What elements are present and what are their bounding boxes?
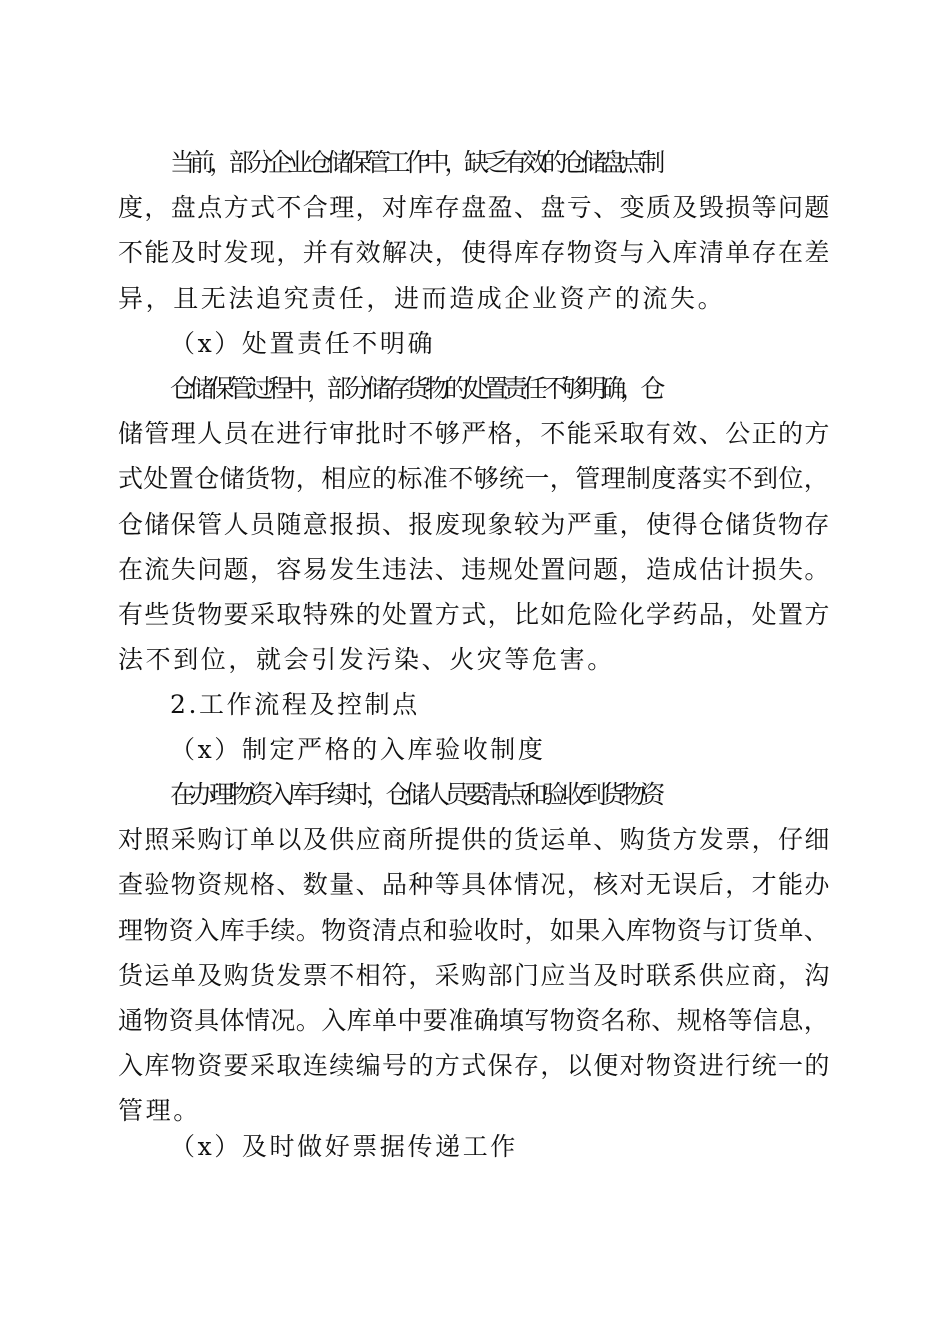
section-heading-document-transfer: （x）及时做好票据传递工作 <box>170 1132 518 1161</box>
paragraph-line: 不能及时发现，并有效解决，使得库存物资与入库清单存在差 <box>118 238 831 268</box>
paragraph-line: 有些货物要采取特殊的处置方式，比如危险化学药品，处置方 <box>118 600 831 630</box>
paragraph-line: 通物资具体情况。入库单中要准确填写物资名称、规格等信息， <box>118 1006 830 1036</box>
paragraph-line: 法不到位，就会引发污染、火灾等危害。 <box>118 645 615 675</box>
paragraph-line: 入库物资要采取连续编号的方式保存，以便对物资进行统一的 <box>118 1051 831 1081</box>
paragraph-line: 对照采购订单以及供应商所提供的货运单、购货方发票，仔细 <box>118 825 831 855</box>
section-heading-disposal-responsibility: （x）处置责任不明确 <box>170 329 436 358</box>
paragraph-inbound-procedure <box>118 772 830 1134</box>
paragraph-line: 当前，部分企业仓储保管工作中，缺乏有效的仓储盘点制 <box>170 148 661 177</box>
paragraph-line: 式处置仓储货物，相应的标准不够统一，管理制度落实不到位， <box>118 464 830 494</box>
paragraph-line: 货运单及购货发票不相符，采购部门应当及时联系供应商，沟 <box>118 960 831 990</box>
paragraph-disposal-issues <box>118 366 830 682</box>
section-heading-inspection-system: （x）制定严格的入库验收制度 <box>170 735 546 764</box>
paragraph-line: 仓储保管过程中，部分储存货物的处置责任不够明确，仓 <box>170 374 661 403</box>
paragraph-line: 在办理物资入库手续时，仓储人员要清点和验收到货物资 <box>170 780 661 809</box>
paragraph-line: 异，且无法追究责任，进而造成企业资产的流失。 <box>118 283 726 313</box>
paragraph-line: 仓储保管人员随意报损、报废现象较为严重，使得仓储货物存 <box>118 509 831 539</box>
paragraph-line: 管理。 <box>118 1096 201 1126</box>
paragraph-line: 在流失问题，容易发生违法、违规处置问题，造成估计损失。 <box>118 554 831 584</box>
paragraph-line: 储管理人员在进行审批时不够严格，不能采取有效、公正的方 <box>118 419 831 449</box>
paragraph-line: 查验物资规格、数量、品种等具体情况，核对无误后，才能办 <box>118 870 831 900</box>
paragraph-inventory-issues <box>118 140 830 321</box>
section-heading-workflow: 2.工作流程及控制点 <box>170 690 420 719</box>
paragraph-line: 理物资入库手续。物资清点和验收时，如果入库物资与订货单、 <box>118 915 830 945</box>
paragraph-line: 度，盘点方式不合理，对库存盘盈、盘亏、变质及毁损等问题 <box>118 193 831 223</box>
